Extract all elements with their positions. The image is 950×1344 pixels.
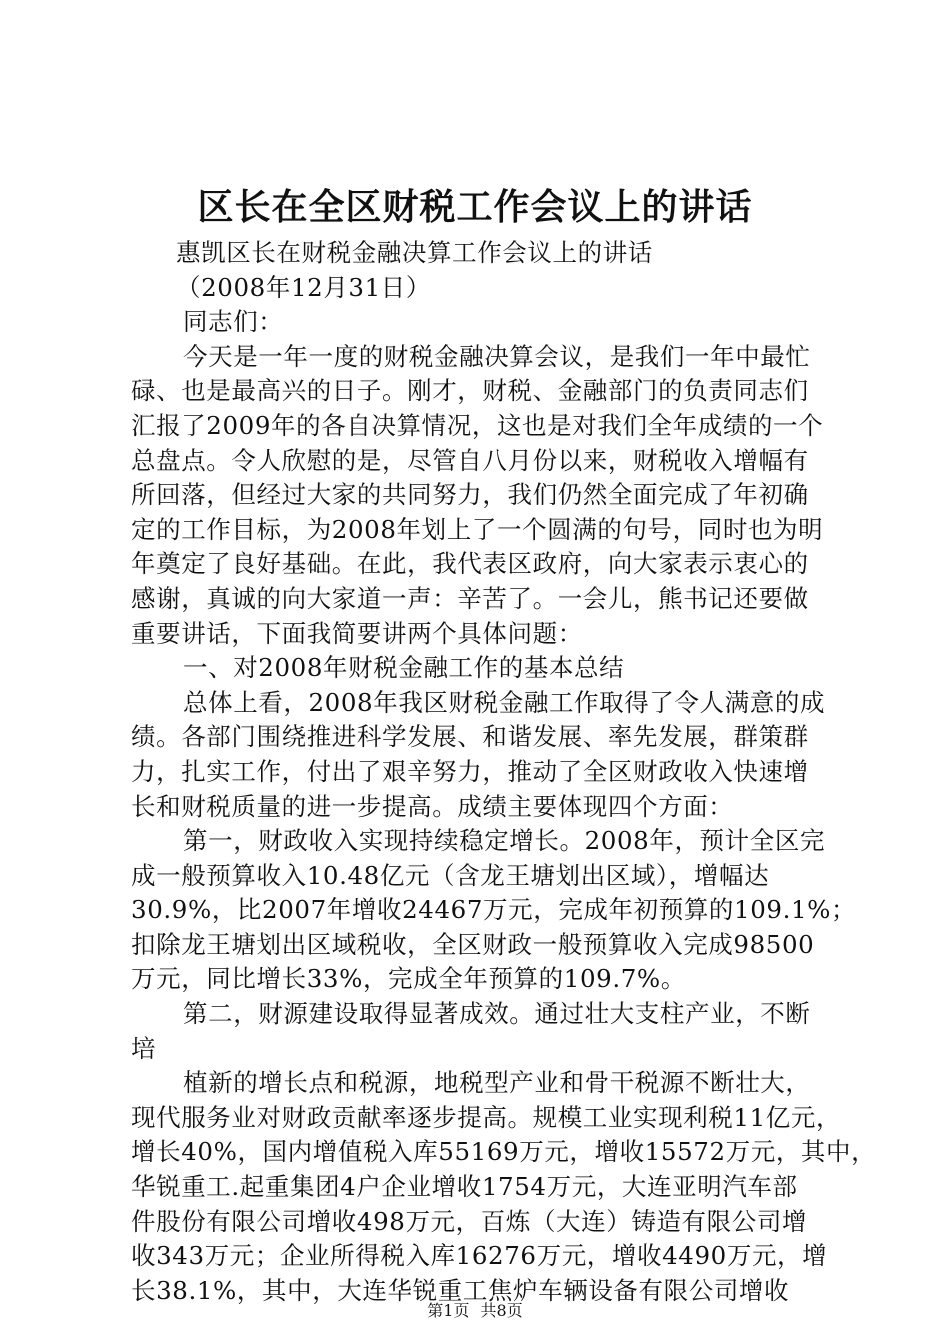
- text-line: 今天是一年一度的财税金融决算会议，是我们一年中最忙: [183, 341, 811, 371]
- text-line: 碌、也是最高兴的日子。刚才，财税、金融部门的负责同志们: [131, 376, 809, 406]
- text-line: 扣除龙王塘划出区域税收，全区财政一般预算收入完成98500: [131, 929, 815, 959]
- text-line: 汇报了2009年的各自决算情况，这也是对我们全年成绩的一个: [131, 410, 824, 440]
- page-number: 第1页: [427, 1301, 470, 1320]
- text-line: 现代服务业对财政贡献率逐步提高。规模工业实现利税11亿元，: [131, 1102, 842, 1132]
- salutation-line: 同志们：: [183, 307, 284, 337]
- text-line: 增长40%，国内增值税入库55169万元，增收15572万元，其中，: [131, 1137, 877, 1167]
- text-line: 绩。各部门围绕推进科学发展、和谐发展、率先发展，群策群: [131, 722, 809, 752]
- text-line: 第一，财政收入实现持续稳定增长。2008年，预计全区完: [183, 826, 826, 856]
- text-line: 万元，同比增长33%，完成全年预算的109.7%。: [131, 964, 686, 994]
- text-line: 植新的增长点和税源，地税型产业和骨干税源不断壮大，: [183, 1068, 811, 1098]
- text-line: 所回落，但经过大家的共同努力，我们仍然全面完成了年初确: [131, 480, 809, 510]
- text-line: 华锐重工.起重集团4户企业增收1754万元，大连亚明汽车部: [131, 1172, 798, 1202]
- text-line: 长38.1%，其中，大连华锐重工焦炉车辆设备有限公司增收: [131, 1275, 790, 1305]
- text-line: 力，扎实工作，付出了艰辛努力，推动了全区财政收入快速增: [131, 756, 809, 786]
- text-line: 成一般预算收入10.48亿元（含龙王塘划出区域），增幅达: [131, 860, 770, 890]
- text-line: 年奠定了良好基础。在此，我代表区政府，向大家表示衷心的: [131, 549, 809, 579]
- text-line: 长和财税质量的进一步提高。成绩主要体现四个方面：: [131, 791, 734, 821]
- text-line: 重要讲话，下面我简要讲两个具体问题：: [131, 618, 583, 648]
- text-line: 30.9%，比2007年增收24467万元，完成年初预算的109.1%；: [131, 895, 857, 925]
- text-line: 件股份有限公司增收498万元，百炼（大连）铸造有限公司增: [131, 1206, 808, 1236]
- section-heading: 一、对2008年财税金融工作的基本总结: [183, 653, 625, 683]
- document-body: [131, 236, 877, 1308]
- text-line: 定的工作目标，为2008年划上了一个圆满的句号，同时也为明: [131, 514, 824, 544]
- text-line: 总体上看，2008年我区财税金融工作取得了令人满意的成: [183, 687, 826, 717]
- text-line: 感谢，真诚的向大家道一声：辛苦了。一会儿，熊书记还要做: [131, 583, 809, 613]
- text-line: 第二，财源建设取得显著成效。通过壮大支柱产业，不断: [183, 999, 811, 1029]
- page-footer: [0, 1301, 950, 1321]
- page-total: 共8页: [480, 1301, 523, 1320]
- subtitle-line: 惠凯区长在财税金融决算工作会议上的讲话: [176, 238, 653, 267]
- text-line: 培: [131, 1033, 157, 1063]
- document-title: 区长在全区财税工作会议上的讲话: [197, 187, 753, 228]
- date-line: （2008年12月31日）: [176, 272, 432, 302]
- text-line: 收343万元；企业所得税入库16276万元，增收4490万元，增: [131, 1241, 828, 1271]
- text-line: 总盘点。令人欣慰的是，尽管自八月份以来，财税收入增幅有: [131, 445, 809, 475]
